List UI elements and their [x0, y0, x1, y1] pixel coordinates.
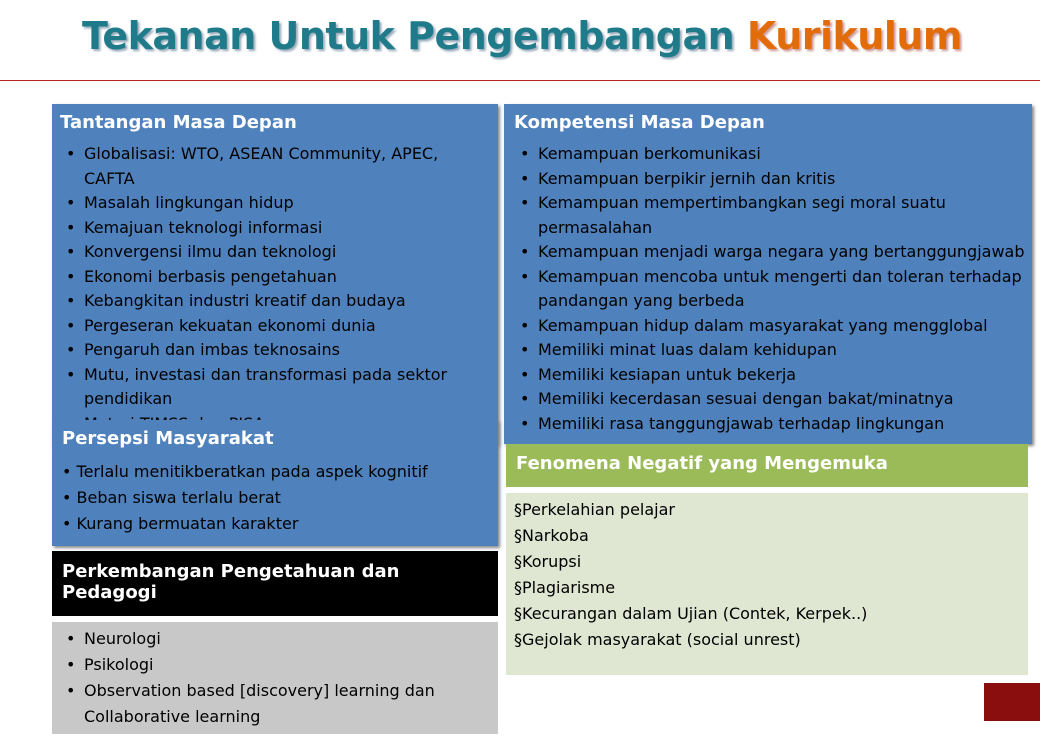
- perkembangan-heading: Perkembangan Pengetahuan dan Pedagogi: [62, 561, 400, 603]
- list-item: • Neurologi: [60, 626, 490, 652]
- list-item: • Kemampuan berpikir jernih dan kritis: [514, 167, 1028, 192]
- list-item: • Kemampuan menjadi warga negara yang bertanggungjawab: [514, 240, 1028, 265]
- persepsi-box: [52, 420, 498, 546]
- list-item: • Kemampuan mempertimbangkan segi moral suatu permasalahan: [514, 191, 1028, 240]
- list-item: • Terlalu menitikberatkan pada aspek kognitif: [62, 462, 428, 481]
- list-item: • Psikologi: [60, 652, 490, 678]
- list-item: • Memiliki kecerdasan sesuai dengan bakat/minatnya: [514, 387, 1028, 412]
- list-item: §Perkelahian pelajar: [514, 500, 675, 519]
- title-part-2: Kurikulum: [746, 14, 963, 58]
- title-divider: [0, 80, 1040, 81]
- list-item: • Kebangkitan industri kreatif dan budaya: [60, 289, 490, 314]
- fenomena-list: [514, 497, 1020, 653]
- list-item: • Memiliki kesiapan untuk bekerja: [514, 363, 1028, 388]
- fenomena-heading: Fenomena Negatif yang Mengemuka: [516, 453, 888, 474]
- list-item: • Ekonomi berbasis pengetahuan: [60, 265, 490, 290]
- list-item: • Kemajuan teknologi informasi: [60, 216, 490, 241]
- perkembangan-list: [60, 626, 490, 730]
- list-item: • Konvergensi ilmu dan teknologi: [60, 240, 490, 265]
- fenomena-header-box: [506, 444, 1028, 487]
- list-item: §Narkoba: [514, 526, 589, 545]
- list-item: • Mutu, investasi dan transformasi pada sektor pendidikan: [60, 363, 490, 412]
- list-item: §Korupsi: [514, 552, 582, 571]
- corner-decoration: [984, 683, 1040, 721]
- tantangan-box: [52, 104, 498, 445]
- fenomena-list-box: [506, 493, 1028, 675]
- list-item: • Pengaruh dan imbas teknosains: [60, 338, 490, 363]
- list-item: • Masalah lingkungan hidup: [60, 191, 490, 216]
- kompetensi-list: [514, 142, 1028, 436]
- list-item: • Kemampuan berkomunikasi: [514, 142, 1028, 167]
- title-part-1: Tekanan Untuk Pengembangan: [81, 14, 735, 58]
- tantangan-heading: Tantangan Masa Depan: [60, 112, 297, 133]
- kompetensi-heading: Kompetensi Masa Depan: [514, 112, 765, 133]
- slide-title: [0, 14, 1044, 58]
- list-item: §Plagiarisme: [514, 578, 616, 597]
- list-item: • Observation based [discovery] learning dan Collaborative learning: [60, 678, 490, 730]
- list-item: §Kecurangan dalam Ujian (Contek, Kerpek..): [514, 604, 868, 623]
- perkembangan-list-box: [52, 622, 498, 734]
- list-item: • Beban siswa terlalu berat: [62, 488, 281, 507]
- list-item: • Kurang bermuatan karakter: [62, 514, 299, 533]
- list-item: • Kemampuan mencoba untuk mengerti dan toleran terhadap pandangan yang berbeda: [514, 265, 1028, 314]
- list-item: §Gejolak masyarakat (social unrest): [514, 630, 801, 649]
- kompetensi-box: [504, 104, 1032, 444]
- perkembangan-header-box: [52, 551, 498, 616]
- persepsi-heading: Persepsi Masyarakat: [62, 428, 274, 449]
- tantangan-list: [60, 142, 490, 436]
- list-item: • Globalisasi: WTO, ASEAN Community, APEC, CAFTA: [60, 142, 490, 191]
- list-item: • Kemampuan hidup dalam masyarakat yang mengglobal: [514, 314, 1028, 339]
- list-item: • Pergeseran kekuatan ekonomi dunia: [60, 314, 490, 339]
- list-item: • Memiliki rasa tanggungjawab terhadap lingkungan: [514, 412, 1028, 437]
- list-item: • Memiliki minat luas dalam kehidupan: [514, 338, 1028, 363]
- persepsi-list: [62, 459, 490, 537]
